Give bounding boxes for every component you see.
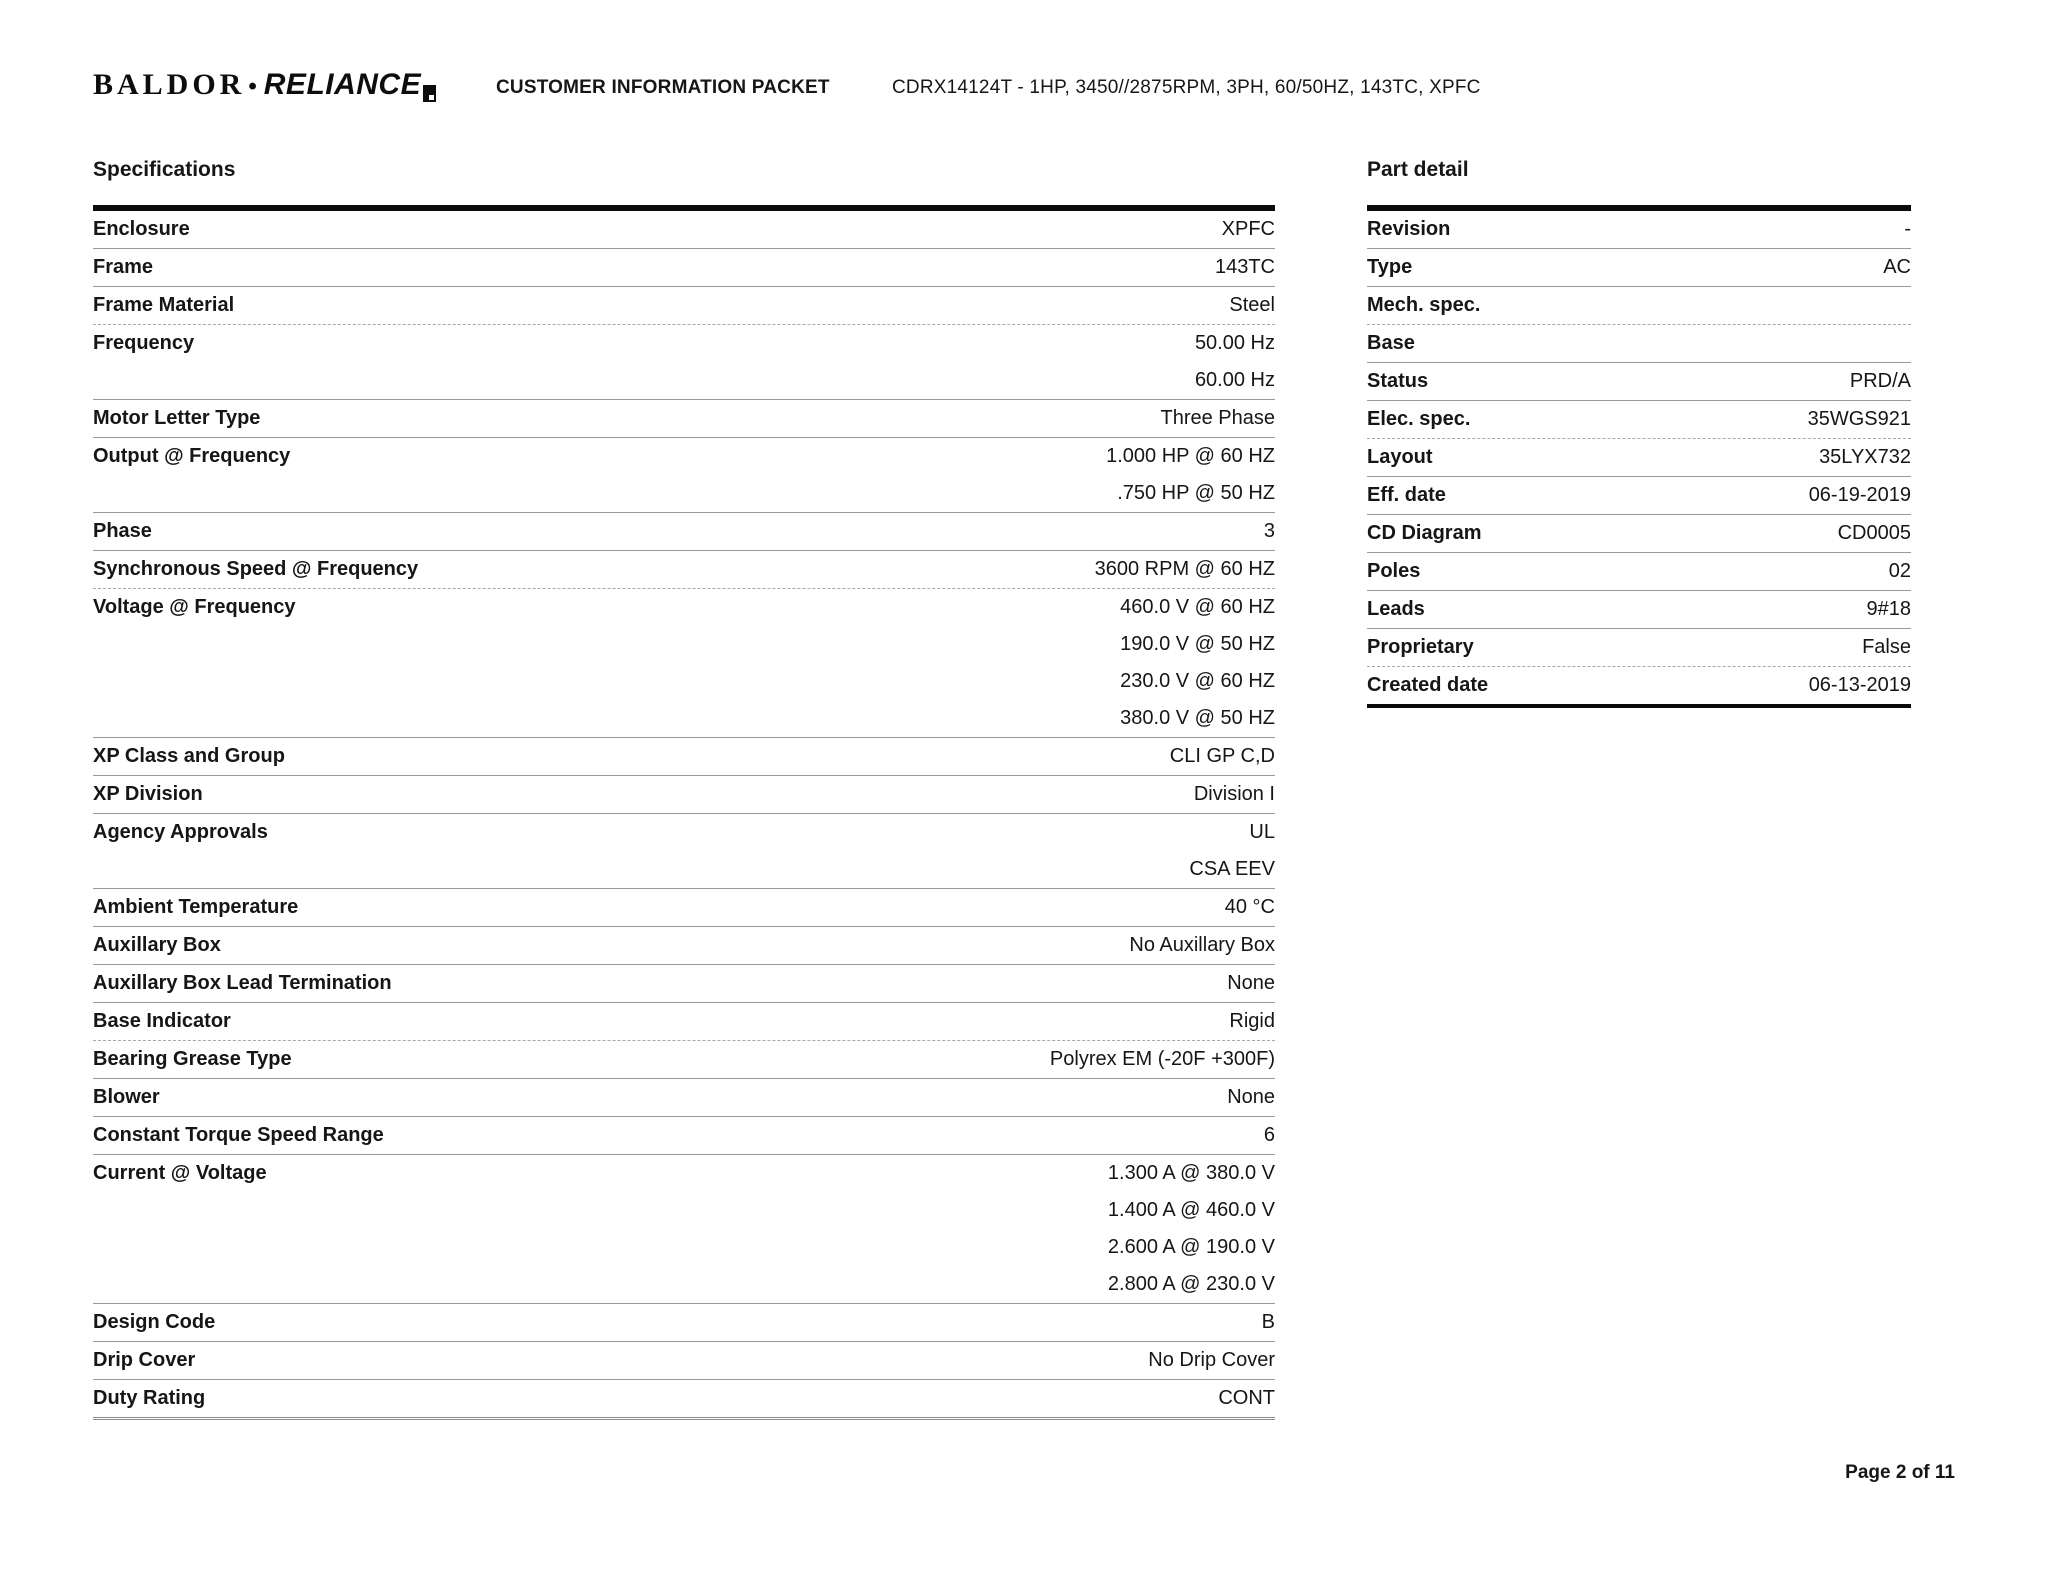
specifications-section	[93, 156, 1275, 1420]
row-values	[1106, 438, 1275, 512]
table-row	[93, 589, 1275, 738]
row-label: Enclosure	[93, 218, 190, 240]
table-row	[93, 889, 1275, 927]
row-values	[1904, 211, 1911, 248]
row-values	[1264, 1117, 1275, 1154]
product-description: CDRX14124T - 1HP, 3450//2875RPM, 3PH, 60/50HZ, 143TC, XPFC	[892, 77, 1481, 98]
table-row	[93, 1003, 1275, 1041]
row-values	[1215, 249, 1275, 286]
row-value-line: AC	[1883, 256, 1911, 278]
row-label: Auxillary Box	[93, 934, 221, 956]
row-values	[1129, 927, 1275, 964]
row-value-line: 2.600 A @ 190.0 V	[1107, 1236, 1275, 1258]
row-values	[1225, 889, 1275, 926]
row-value-line: 190.0 V @ 50 HZ	[1120, 633, 1275, 655]
row-label: Auxillary Box Lead Termination	[93, 972, 392, 994]
logo-baldor-text: BALDOR	[93, 68, 246, 101]
table-row	[1367, 249, 1911, 287]
table-row	[93, 400, 1275, 438]
table-row	[1367, 477, 1911, 515]
table-row	[93, 814, 1275, 889]
table-row	[93, 1304, 1275, 1342]
table-row	[93, 1041, 1275, 1079]
row-values	[1194, 776, 1275, 813]
table-row	[1367, 591, 1911, 629]
row-value-line: 3600 RPM @ 60 HZ	[1094, 558, 1275, 580]
row-label: Created date	[1367, 674, 1489, 696]
row-label: Mech. spec.	[1367, 294, 1481, 316]
row-value-line: None	[1227, 1086, 1275, 1108]
table-row	[1367, 515, 1911, 553]
row-values	[1218, 1380, 1275, 1417]
row-values	[1850, 363, 1911, 400]
row-values	[1222, 211, 1275, 248]
row-label: Revision	[1367, 218, 1451, 240]
row-label: Agency Approvals	[93, 821, 268, 843]
row-values	[1189, 814, 1275, 888]
table-row	[93, 1117, 1275, 1155]
table-row	[1367, 553, 1911, 591]
row-label: Layout	[1367, 446, 1433, 468]
row-label: Output @ Frequency	[93, 445, 291, 467]
row-values	[1108, 1155, 1275, 1303]
row-value-line: 2.800 A @ 230.0 V	[1107, 1273, 1275, 1295]
table-row	[93, 738, 1275, 776]
row-value-line: 1.000 HP @ 60 HZ	[1106, 445, 1275, 467]
row-values	[1809, 477, 1911, 514]
row-value-line: 35WGS921	[1807, 408, 1911, 430]
row-values	[1148, 1342, 1275, 1379]
row-values	[1170, 738, 1275, 775]
row-label: Duty Rating	[93, 1387, 206, 1409]
table-row	[93, 438, 1275, 513]
row-label: Elec. spec.	[1367, 408, 1471, 430]
row-values	[1227, 965, 1275, 1002]
row-label: Frequency	[93, 332, 195, 354]
row-label: Status	[1367, 370, 1429, 392]
table-row	[1367, 211, 1911, 249]
row-label: Drip Cover	[93, 1349, 196, 1371]
row-value-line: 380.0 V @ 50 HZ	[1120, 707, 1275, 729]
logo-reliance-text: RELIANCE	[263, 68, 422, 101]
row-values	[1227, 1079, 1275, 1116]
row-value-line: No Drip Cover	[1148, 1349, 1275, 1371]
row-label: Design Code	[93, 1311, 216, 1333]
row-label: Blower	[93, 1086, 160, 1108]
row-value-line: Three Phase	[1160, 407, 1275, 429]
specifications-title: Specifications	[93, 158, 236, 181]
row-value-line: Steel	[1229, 294, 1275, 316]
registered-mark-icon	[423, 85, 436, 102]
row-label: Constant Torque Speed Range	[93, 1124, 384, 1146]
row-value-line: Polyrex EM (-20F +300F)	[1049, 1048, 1275, 1070]
row-values	[1262, 1304, 1275, 1341]
page-number: Page 2 of 11	[1845, 1462, 1955, 1483]
table-row	[1367, 629, 1911, 667]
row-value-line: B	[1261, 1311, 1275, 1333]
row-value-line: 50.00 Hz	[1194, 332, 1275, 354]
row-label: Frame	[93, 256, 154, 278]
row-values	[1229, 287, 1275, 324]
table-row	[93, 211, 1275, 249]
row-values	[1819, 439, 1911, 476]
row-value-line: 1.300 A @ 380.0 V	[1107, 1162, 1275, 1184]
row-value-line: CLI GP C,D	[1169, 745, 1275, 767]
table-row	[93, 927, 1275, 965]
row-value-line: PRD/A	[1849, 370, 1911, 392]
row-value-line: CSA EEV	[1189, 858, 1275, 880]
row-label: Eff. date	[1367, 484, 1446, 506]
row-value-line: 6	[1263, 1124, 1275, 1146]
row-label: Current @ Voltage	[93, 1162, 267, 1184]
table-row	[93, 287, 1275, 325]
row-values	[1889, 553, 1911, 590]
row-value-line: 35LYX732	[1819, 446, 1911, 468]
row-label: Base	[1367, 332, 1415, 354]
row-label: Motor Letter Type	[93, 407, 261, 429]
row-label: Ambient Temperature	[93, 896, 299, 918]
table-row	[1367, 287, 1911, 325]
row-label: Phase	[93, 520, 152, 542]
row-values	[1809, 667, 1911, 704]
table-row	[1367, 401, 1911, 439]
table-row	[93, 1079, 1275, 1117]
row-label: Synchronous Speed @ Frequency	[93, 558, 419, 580]
table-row	[93, 513, 1275, 551]
table-row	[1367, 363, 1911, 401]
row-value-line: -	[1904, 218, 1911, 240]
row-value-line: Division I	[1193, 783, 1275, 805]
row-value-line: 9#18	[1866, 598, 1911, 620]
baldor-reliance-logo	[93, 68, 436, 102]
row-value-line: 230.0 V @ 60 HZ	[1120, 670, 1275, 692]
row-value-line: 40 °C	[1224, 896, 1275, 918]
row-value-line: No Auxillary Box	[1129, 934, 1275, 956]
row-value-line: UL	[1249, 821, 1275, 843]
row-values	[1883, 249, 1911, 286]
row-label: Frame Material	[93, 294, 235, 316]
part-detail-title: Part detail	[1367, 158, 1469, 181]
row-values	[1808, 401, 1911, 438]
table-row	[93, 776, 1275, 814]
table-row	[93, 965, 1275, 1003]
row-value-line: 06-19-2019	[1808, 484, 1911, 506]
row-value-line: XPFC	[1221, 218, 1275, 240]
table-row	[93, 551, 1275, 589]
row-label: Type	[1367, 256, 1413, 278]
row-value-line: False	[1862, 636, 1911, 658]
row-values	[1867, 591, 1912, 628]
row-values	[1050, 1041, 1275, 1078]
packet-title: CUSTOMER INFORMATION PACKET	[496, 77, 830, 98]
part-detail-table	[1367, 205, 1911, 708]
row-label: XP Class and Group	[93, 745, 285, 767]
row-label: Base Indicator	[93, 1010, 231, 1032]
table-row	[93, 325, 1275, 400]
table-row	[93, 1380, 1275, 1420]
row-values	[1195, 325, 1275, 399]
row-values	[1264, 513, 1275, 550]
row-value-line: None	[1227, 972, 1275, 994]
row-value-line: CD0005	[1837, 522, 1911, 544]
row-label: Proprietary	[1367, 636, 1474, 658]
row-value-line: CONT	[1218, 1387, 1275, 1409]
row-value-line: .750 HP @ 50 HZ	[1117, 482, 1275, 504]
row-value-line: Rigid	[1229, 1010, 1275, 1032]
row-label: CD Diagram	[1367, 522, 1482, 544]
row-label: Voltage @ Frequency	[93, 596, 296, 618]
row-values	[1160, 400, 1275, 437]
row-value-line: 3	[1263, 520, 1275, 542]
specifications-table	[93, 205, 1275, 1420]
row-label: Bearing Grease Type	[93, 1048, 292, 1070]
table-row	[1367, 325, 1911, 363]
table-row	[93, 1155, 1275, 1304]
logo-dot-separator: •	[248, 73, 257, 100]
part-detail-section	[1367, 156, 1911, 708]
row-values	[1838, 515, 1911, 552]
table-row	[1367, 439, 1911, 477]
row-value-line: 460.0 V @ 60 HZ	[1120, 596, 1275, 618]
row-value-line: 02	[1888, 560, 1911, 582]
row-value-line: 1.400 A @ 460.0 V	[1107, 1199, 1275, 1221]
row-label: XP Division	[93, 783, 203, 805]
table-row	[93, 1342, 1275, 1380]
table-row	[1367, 667, 1911, 704]
row-label: Poles	[1367, 560, 1421, 582]
row-values	[1120, 589, 1275, 737]
row-values	[1229, 1003, 1275, 1040]
row-value-line: 06-13-2019	[1808, 674, 1911, 696]
row-values	[1862, 629, 1911, 666]
row-value-line: 60.00 Hz	[1194, 369, 1275, 391]
table-row	[93, 249, 1275, 287]
row-values	[1095, 551, 1275, 588]
row-label: Leads	[1367, 598, 1425, 620]
row-value-line: 143TC	[1214, 256, 1275, 278]
